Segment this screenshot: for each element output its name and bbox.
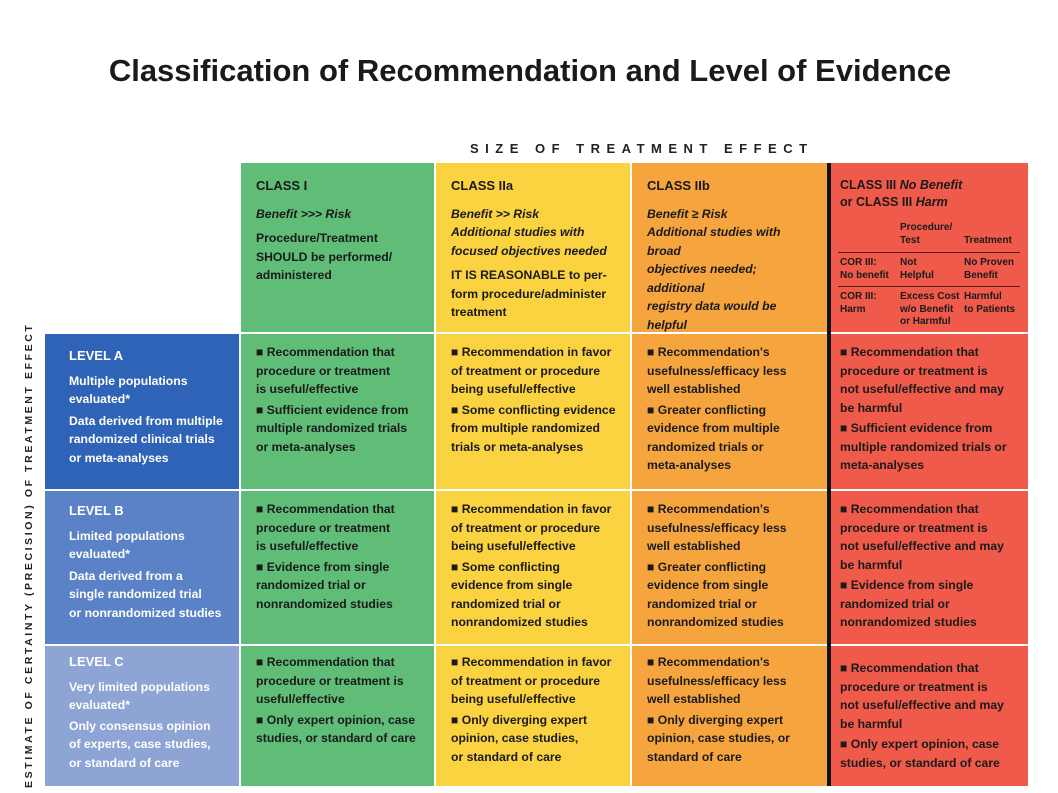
cell-line: randomized trial or <box>256 578 366 592</box>
class-iia-text-1: IT IS REASONABLE to per- <box>451 268 607 282</box>
level-a-line-3: Data derived from multiple <box>69 413 223 428</box>
cell-line: studies, or standard of care <box>840 755 1000 770</box>
cell-line: usefulness/efficacy less <box>647 673 787 688</box>
cell-line: procedure or treatment is <box>840 363 988 378</box>
class-iib-subtitle: Benefit ≥ Risk <box>647 206 728 221</box>
class-iib-header <box>631 163 827 333</box>
cell-line: well established <box>647 539 741 553</box>
cell-line: multiple randomized trials or <box>840 439 1007 454</box>
cell-line: ■ Recommendation that <box>256 502 395 516</box>
class-i-name: CLASS I <box>256 178 308 193</box>
cell-line: from multiple randomized <box>451 421 600 435</box>
class-iia-text-2: form procedure/administer <box>451 286 607 301</box>
cell-line: usefulness/efficacy less <box>647 363 787 378</box>
cell-line: ■ Recommendation that <box>256 655 395 669</box>
class-iii-col-head-2: Treatment <box>964 235 1012 246</box>
class-iii-row2-label: COR III: Harm <box>840 291 877 315</box>
cell-a-class-iii <box>831 333 1028 490</box>
cell-line: randomized trial or <box>840 596 950 611</box>
cell-line: of treatment or procedure <box>451 363 600 378</box>
cell-c-class-iib <box>631 645 827 786</box>
cell-line: ■ Only expert opinion, case <box>840 737 1000 751</box>
class-iia-text-3: treatment <box>451 305 507 319</box>
level-c-line-1: Very limited populations <box>69 679 210 694</box>
cell-line: useful/effective <box>256 692 345 706</box>
cell-line: ■ Recommendation that <box>256 345 395 359</box>
cell-line: or meta-analyses <box>256 439 356 454</box>
level-c-line-2: evaluated* <box>69 698 130 712</box>
grid-line <box>45 489 827 491</box>
grid-line <box>831 489 1028 491</box>
level-c-name: LEVEL C <box>69 654 124 669</box>
class-iia-italic-1: Additional studies with <box>451 225 585 239</box>
cell-line: meta-analyses <box>647 458 732 472</box>
cell-line: being useful/effective <box>451 692 576 706</box>
cell-line: multiple randomized trials <box>256 421 408 435</box>
top-axis-label: SIZE OF TREATMENT EFFECT <box>470 141 814 156</box>
cell-line: ■ Some conflicting <box>451 559 560 574</box>
grid-line <box>831 332 1028 334</box>
cell-a-class-iib <box>631 333 827 490</box>
cell-line: ■ Only diverging expert <box>451 712 588 727</box>
level-b-line-1: Limited populations <box>69 528 185 543</box>
class-iia-subtitle: Benefit >> Risk <box>451 206 540 221</box>
cell-line: ■ Some conflicting evidence <box>451 402 616 417</box>
cell-b-class-i <box>240 490 435 645</box>
class-iii-rule-1 <box>838 252 1020 253</box>
level-c-line-5: or standard of care <box>69 755 180 770</box>
cell-line: ■ Recommendation's <box>647 655 770 669</box>
class-i-text-3: administered <box>256 268 332 282</box>
grid-line <box>45 644 827 646</box>
class-iib-italic-3: registry data would be helpful <box>647 299 777 332</box>
cell-line: well established <box>647 382 741 396</box>
class-i-text-1: Procedure/Treatment <box>256 231 378 245</box>
cell-line: randomized trials or <box>647 439 764 454</box>
cell-line: usefulness/efficacy less <box>647 520 787 535</box>
cell-line: ■ Recommendation's <box>647 345 770 359</box>
level-b-line-4: single randomized trial <box>69 587 202 601</box>
cell-line: ■ Greater conflicting <box>647 559 767 574</box>
class-iii-name-2: or CLASS III Harm <box>840 195 948 209</box>
cell-line: procedure or treatment is <box>256 673 404 688</box>
cell-line: ■ Recommendation in favor <box>451 345 612 359</box>
cell-line: is useful/effective <box>256 382 359 396</box>
class-iia-header <box>435 163 631 333</box>
cell-line: of treatment or procedure <box>451 673 600 688</box>
grid-line <box>239 163 241 786</box>
cell-line: procedure or treatment is <box>840 520 988 535</box>
level-b-line-3: Data derived from a <box>69 568 183 583</box>
class-iii-col-head-1: Procedure/ Test <box>900 222 953 246</box>
class-iii-row1-val1: Not Helpful <box>900 257 934 281</box>
cell-line: ■ Recommendation in favor <box>451 655 612 669</box>
cell-line: or standard of care <box>451 749 562 764</box>
class-iib-italic-1: Additional studies with broad <box>647 225 781 258</box>
cell-line: ■ Recommendation's <box>647 502 770 516</box>
class-i-text-2: SHOULD be performed/ <box>256 249 393 264</box>
cell-line: being useful/effective <box>451 382 576 396</box>
cell-line: ■ Only expert opinion, case <box>256 712 416 727</box>
cell-line: well established <box>647 692 741 706</box>
cell-line: is useful/effective <box>256 539 359 553</box>
cell-b-class-iii <box>831 490 1028 645</box>
cell-line: not useful/effective and may <box>840 382 1004 396</box>
class-iib-italic-2: objectives needed; additional <box>647 262 757 295</box>
cell-line: opinion, case studies, <box>451 731 579 745</box>
level-b-header <box>45 490 240 645</box>
cell-line: of treatment or procedure <box>451 520 600 535</box>
class-iii-row1-val2: No Proven Benefit <box>964 257 1015 281</box>
cell-line: not useful/effective and may <box>840 539 1004 553</box>
grid-line <box>831 644 1028 646</box>
cell-line: being useful/effective <box>451 539 576 553</box>
page-title: Classification of Recommendation and Level of Evidence <box>108 53 952 88</box>
cell-line: meta-analyses <box>840 458 925 472</box>
level-c-line-4: of experts, case studies, <box>69 737 211 751</box>
cell-a-class-iia <box>435 333 631 490</box>
cell-line: not useful/effective and may <box>840 698 1004 712</box>
class-i-subtitle: Benefit >>> Risk <box>256 206 352 221</box>
cell-line: be harmful <box>840 400 903 415</box>
class-iib-name: CLASS IIb <box>647 178 710 193</box>
class-iia-name: CLASS IIa <box>451 178 514 193</box>
cell-line: ■ Recommendation that <box>840 661 979 675</box>
cell-line: evidence from single <box>451 578 573 592</box>
cell-line: procedure or treatment is <box>840 679 988 694</box>
class-i-header <box>240 163 435 333</box>
cell-line: nonrandomized studies <box>256 596 393 611</box>
cell-line: ■ Only diverging expert <box>647 712 784 727</box>
cell-line: ■ Sufficient evidence from <box>840 421 993 435</box>
grid-line <box>434 163 436 786</box>
cell-line: ■ Evidence from single <box>256 559 390 574</box>
level-a-line-2: evaluated* <box>69 392 130 406</box>
cell-line: ■ Greater conflicting <box>647 402 767 417</box>
cell-line: procedure or treatment <box>256 363 391 378</box>
cell-line: ■ Evidence from single <box>840 578 974 592</box>
cell-line: ■ Recommendation that <box>840 345 979 359</box>
level-a-line-1: Multiple populations <box>69 373 188 388</box>
cell-line: evidence from single <box>647 578 769 592</box>
cell-line: procedure or treatment <box>256 520 391 535</box>
cell-line: ■ Sufficient evidence from <box>256 402 409 417</box>
level-b-line-2: evaluated* <box>69 547 130 561</box>
grid-line <box>45 332 827 334</box>
class-iii-row2-val1: Excess Cost w/o Benefit or Harmful <box>900 291 960 327</box>
level-a-header <box>45 333 240 490</box>
level-a-line-4: randomized clinical trials <box>69 432 215 446</box>
cell-line: randomized trial or <box>451 596 561 611</box>
class-iii-name-1: CLASS III No Benefit <box>840 178 963 192</box>
cell-line: ■ Recommendation in favor <box>451 502 612 516</box>
cell-line: standard of care <box>647 749 742 764</box>
cell-line: opinion, case studies, or <box>647 731 790 745</box>
side-axis-label: ESTIMATE OF CERTAINTY (PRECISION) OF TREATMENT EFFECT <box>23 322 35 788</box>
level-b-name: LEVEL B <box>69 503 124 518</box>
cell-a-class-i <box>240 333 435 490</box>
cell-line: randomized trial or <box>647 596 757 611</box>
cell-line: trials or meta-analyses <box>451 439 584 454</box>
cell-line: studies, or standard of care <box>256 731 416 745</box>
level-c-header <box>45 645 240 786</box>
class-iii-row2-val2: Harmful to Patients <box>964 291 1016 315</box>
cell-line: nonrandomized studies <box>647 615 784 629</box>
cell-c-class-i <box>240 645 435 786</box>
level-c-line-3: Only consensus opinion <box>69 718 211 733</box>
class-iia-italic-2: focused objectives needed <box>451 243 607 258</box>
class-iii-row1-label: COR III: No benefit <box>840 257 889 281</box>
cell-line: nonrandomized studies <box>451 615 588 629</box>
grid-line <box>630 163 632 786</box>
class-iii-divider <box>827 163 831 786</box>
level-a-line-5: or meta-analyses <box>69 450 169 465</box>
cell-line: ■ Recommendation that <box>840 502 979 516</box>
cell-c-class-iia <box>435 645 631 786</box>
cell-line: be harmful <box>840 716 903 731</box>
cell-line: evidence from multiple <box>647 421 780 435</box>
cell-b-class-iib <box>631 490 827 645</box>
cell-c-class-iii <box>831 645 1028 786</box>
level-b-line-5: or nonrandomized studies <box>69 605 222 620</box>
cell-b-class-iia <box>435 490 631 645</box>
level-a-name: LEVEL A <box>69 348 124 363</box>
cell-line: nonrandomized studies <box>840 615 977 629</box>
class-iii-rule-2 <box>838 286 1020 287</box>
cell-line: be harmful <box>840 557 903 572</box>
